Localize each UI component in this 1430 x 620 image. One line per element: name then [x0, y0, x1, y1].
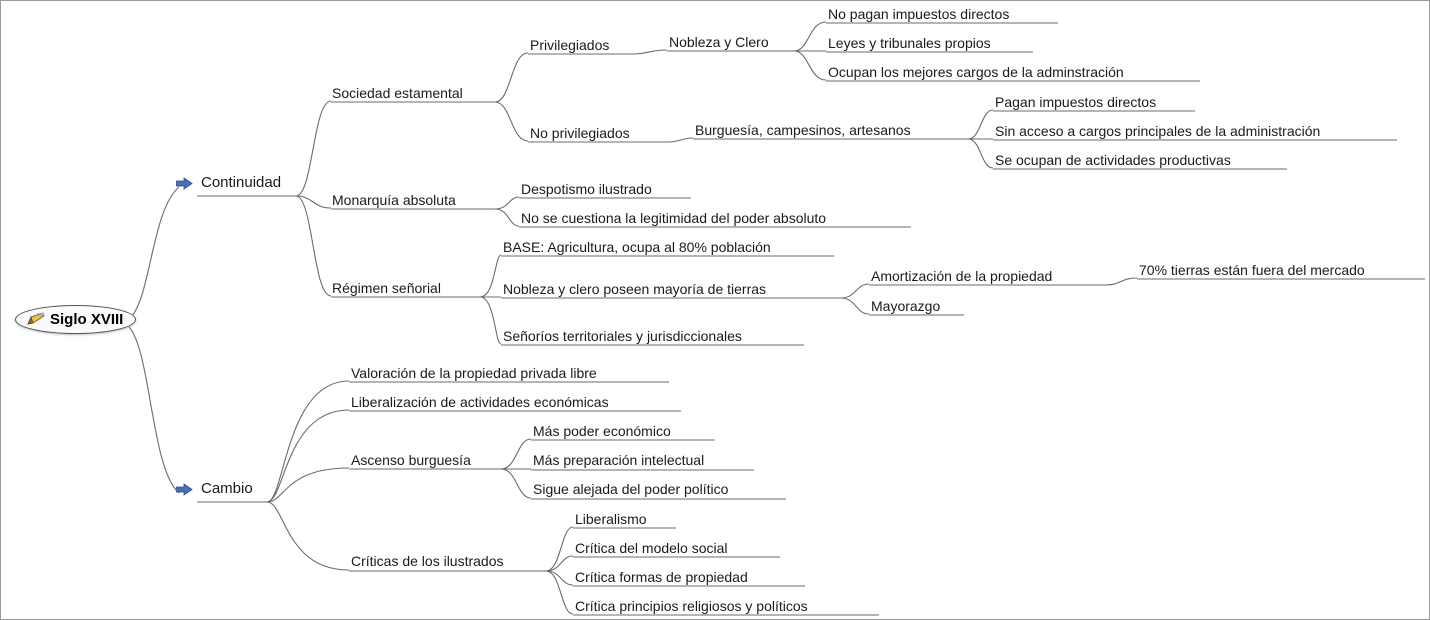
- node-pagan-impuestos[interactable]: [992, 94, 1159, 111]
- root-label: Siglo XVIII: [50, 311, 124, 328]
- node-critica-formas-propiedad[interactable]: [572, 569, 751, 586]
- node-label: Crítica formas de propiedad: [575, 569, 748, 585]
- node-label: Privilegiados: [530, 37, 610, 53]
- node-label: Pagan impuestos directos: [995, 94, 1157, 110]
- node-critica-principios[interactable]: [572, 598, 811, 615]
- node-ocupan-cargos[interactable]: [825, 64, 1127, 81]
- node-valoracion-propiedad[interactable]: [348, 365, 600, 382]
- node-label: Ascenso burguesía: [351, 452, 471, 468]
- node-legitimidad-poder[interactable]: [518, 210, 829, 227]
- node-label: Burguesía, campesinos, artesanos: [695, 122, 911, 138]
- node-label: Nobleza y clero poseen mayoría de tierras: [503, 281, 767, 297]
- node-label: 70% tierras están fuera del mercado: [1139, 262, 1365, 278]
- node-monarquia-absoluta[interactable]: [329, 192, 459, 209]
- node-nobleza-clero-tierras[interactable]: [500, 281, 769, 298]
- node-label: Valoración de la propiedad privada libre: [351, 365, 597, 381]
- node-label: No se cuestiona la legitimidad del poder absoluto: [521, 210, 827, 226]
- node-privilegiados[interactable]: [527, 37, 612, 54]
- node-no-pagan-impuestos[interactable]: [825, 6, 1012, 23]
- node-liberalizacion-actividades[interactable]: [348, 394, 612, 411]
- node-label: Leyes y tribunales propios: [828, 35, 991, 51]
- node-label: Sigue alejada del poder político: [533, 481, 729, 497]
- node-label: No privilegiados: [530, 125, 630, 141]
- node-mas-poder-economico[interactable]: [530, 423, 674, 440]
- node-label: Críticas de los ilustrados: [351, 553, 504, 569]
- node-label: Sin acceso a cargos principales de la administración: [995, 123, 1321, 139]
- node-amortizacion-propiedad[interactable]: [868, 268, 1055, 285]
- node-label: Sociedad estamental: [332, 85, 463, 101]
- node-label: Amortización de la propiedad: [871, 268, 1053, 284]
- node-base-agricultura[interactable]: [500, 239, 774, 256]
- node-label: Crítica principios religiosos y políticos: [575, 598, 808, 614]
- root-node[interactable]: [15, 305, 136, 334]
- node-label: No pagan impuestos directos: [828, 6, 1010, 22]
- node-label: Régimen señorial: [332, 280, 441, 296]
- node-senorios-territoriales[interactable]: [500, 328, 745, 345]
- node-despotismo-ilustrado[interactable]: [518, 181, 655, 198]
- node-label: Más poder económico: [533, 423, 671, 439]
- node-sin-acceso-cargos[interactable]: [992, 123, 1323, 140]
- node-sociedad-estamental[interactable]: [329, 85, 466, 102]
- node-mayorazgo[interactable]: [868, 298, 943, 315]
- node-liberalismo[interactable]: [572, 511, 650, 528]
- node-label: BASE: Agricultura, ocupa al 80% población: [503, 239, 771, 255]
- node-label: Mayorazgo: [871, 298, 941, 314]
- node-label: Nobleza y Clero: [669, 34, 769, 50]
- node-label: Liberalización de actividades económicas: [351, 394, 609, 410]
- node-alejada-poder-politico[interactable]: [530, 481, 731, 498]
- branch-cambio[interactable]: [176, 481, 256, 498]
- blue-arrow-icon: [176, 177, 193, 190]
- node-criticas-ilustrados[interactable]: [348, 553, 507, 570]
- connector-lines: [1, 1, 1430, 620]
- node-label: Ocupan los mejores cargos de la adminstración: [828, 64, 1124, 80]
- node-label: Despotismo ilustrado: [521, 181, 652, 197]
- node-leyes-tribunales[interactable]: [825, 35, 994, 52]
- node-nobleza-clero[interactable]: [666, 34, 772, 51]
- node-no-privilegiados[interactable]: [527, 125, 633, 142]
- node-actividades-productivas[interactable]: [992, 152, 1234, 169]
- node-70-tierras[interactable]: [1136, 262, 1368, 279]
- node-regimen-senorial[interactable]: [329, 280, 444, 297]
- blue-arrow-icon: [176, 483, 193, 496]
- node-burguesia-campesinos[interactable]: [692, 122, 914, 139]
- node-label: Monarquía absoluta: [332, 192, 456, 208]
- node-label: Más preparación intelectual: [533, 452, 705, 468]
- branch-continuidad-label: Continuidad: [201, 174, 282, 191]
- node-label: Liberalismo: [575, 511, 647, 527]
- node-ascenso-burguesia[interactable]: [348, 452, 474, 469]
- branch-continuidad[interactable]: [176, 175, 284, 192]
- branch-cambio-label: Cambio: [201, 480, 253, 497]
- node-label: Se ocupan de actividades productivas: [995, 152, 1231, 168]
- node-label: Señoríos territoriales y jurisdiccionales: [503, 328, 742, 344]
- node-mas-preparacion[interactable]: [530, 452, 707, 469]
- pencil-icon: [26, 312, 46, 327]
- node-label: Crítica del modelo social: [575, 540, 728, 556]
- node-critica-modelo-social[interactable]: [572, 540, 731, 557]
